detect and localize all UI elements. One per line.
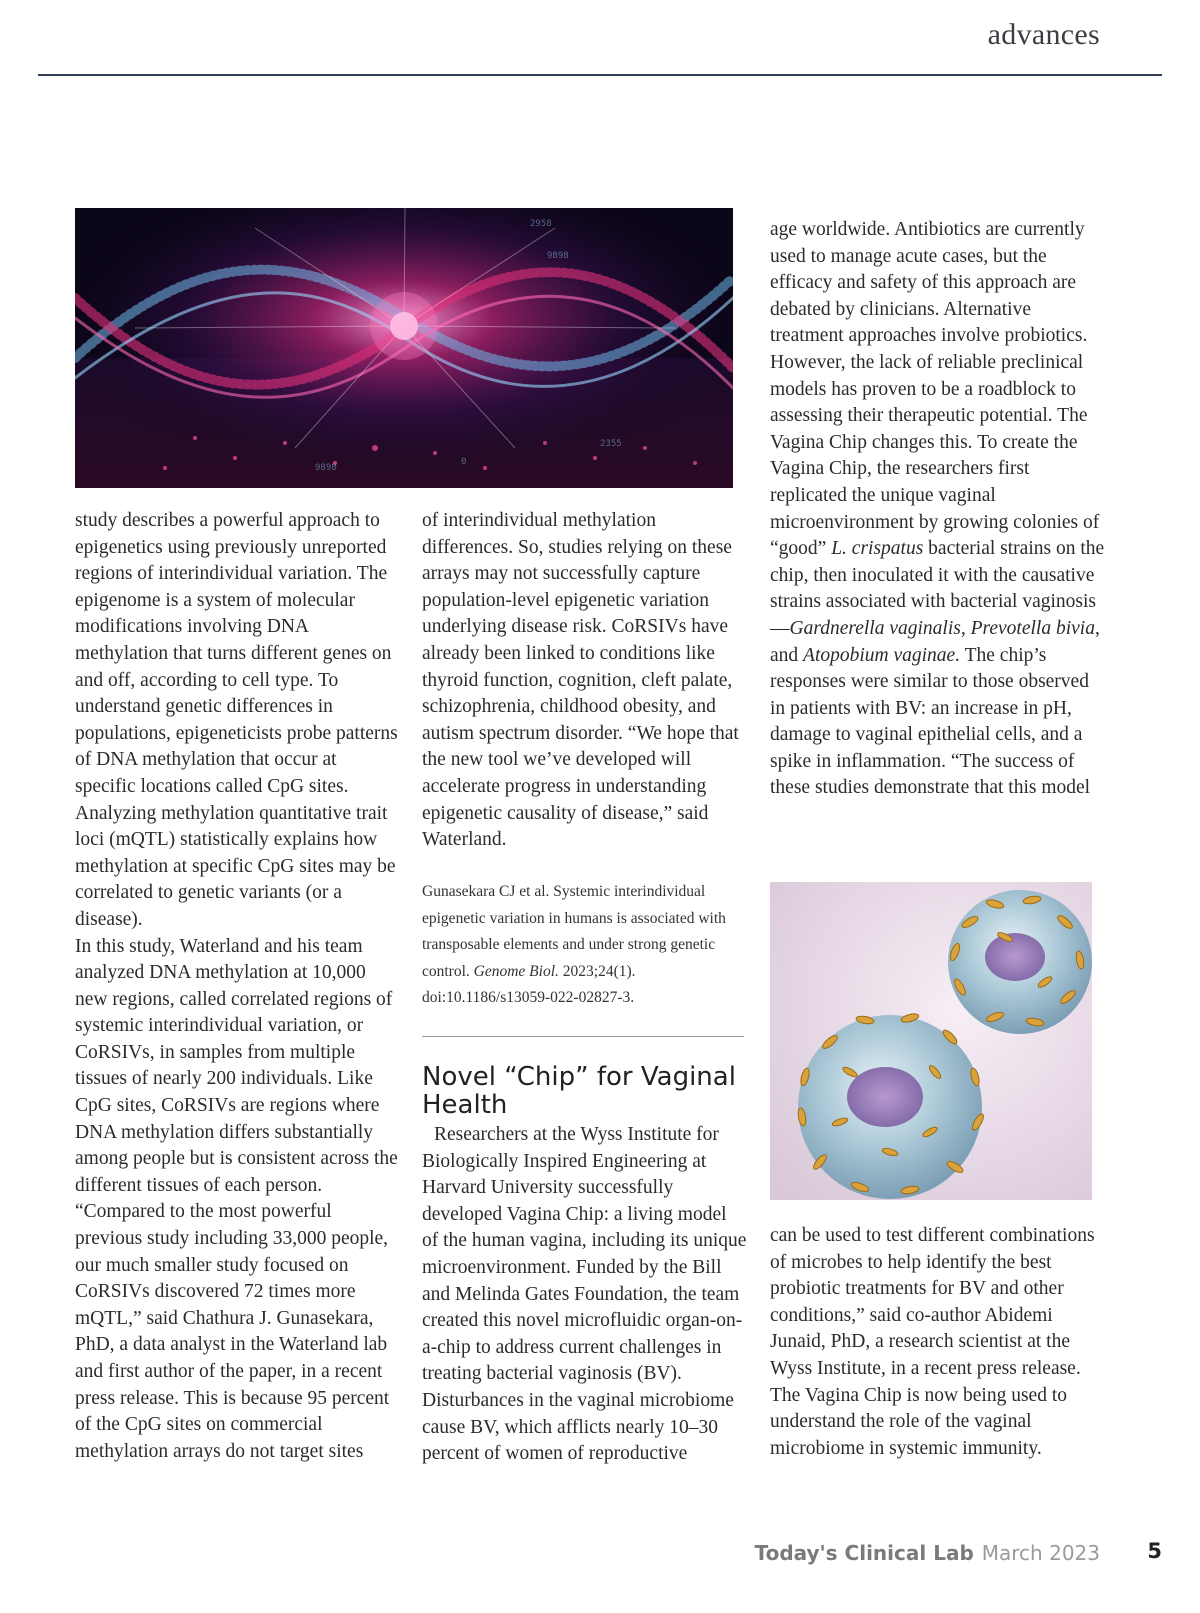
issue-date: March 2023 — [981, 1541, 1100, 1565]
dna-label: 9898 — [315, 463, 337, 473]
body-paragraph: study describes a powerful approach to epigenetics using previously unreported regions of interindividual variation. The epigenome is a system of molecular modifications involving DNA methylation that turns different genes on and off, according to cell type. To understand genetic differences in populations, epigeneticists probe patterns of DNA methylation that occur at specific locations called CpG sites. Analyzing methylation quantitative trait loci (mQTL) statistically explains how methylation at specific CpG sites may be correlated to genetic variants (or a disease). — [75, 510, 398, 930]
section-tag: advances — [987, 18, 1100, 51]
reference-text: Gunasekara CJ et al. Systemic interindividual epigenetic variation in humans is associated with transposable elements and under strong genetic control. — [422, 883, 726, 980]
reference-journal: Genome Biol. — [473, 962, 559, 980]
dna-helix-illustration — [75, 208, 733, 488]
article-column-3-continued — [770, 1223, 1105, 1462]
body-paragraph — [770, 217, 1105, 802]
reference-divider — [422, 1036, 744, 1037]
publication-name: Today's Clinical Lab — [754, 1541, 974, 1565]
species-name: Gardnerella vaginalis, Prevotella bivia — [789, 617, 1095, 639]
dna-helix-image — [75, 208, 733, 488]
article-column-3 — [770, 217, 1105, 802]
body-paragraph: of interindividual methylation differences. So, studies relying on these arrays may not successfully capture population-level epigenetic variation underlying disease risk. CoRSIVs have already been linked to conditions like thyroid function, cognition, cleft palate, schizophrenia, childhood obesity, and autism spectrum disorder. “We hope that the new tool we’ve developed will accelerate progress in understanding epigenetic causality of disease,” said Waterland. — [422, 510, 739, 851]
reference-text: 2023;24(1). doi:10.1186/s13059-022-02827-3. — [422, 962, 636, 1007]
article-column-2 — [422, 508, 747, 854]
body-text: The chip’s responses were similar to those observed in patients with BV: an increase in pH, damage to vaginal epithelial cells, and a spike in inflammation. “The success of these studies demonstrate that this model — [770, 644, 1091, 799]
page-footer — [755, 1541, 1100, 1565]
species-name: L. crispatus — [831, 538, 924, 560]
dna-label: 2355 — [600, 439, 622, 449]
dna-label: 9898 — [547, 251, 569, 261]
body-text: age worldwide. Antibiotics are currently used to manage acute cases, but the efficacy and safety of this approach are debated by clinicians. Alternative treatment approaches involve probiotics. However, the lack of reliable preclinical models has proven to be a roadblock to assessing their therapeutic potential. The Vagina Chip changes this. To create the Vagina Chip, the researchers first replicated the unique vaginal microenvironment by growing colonies of “good” — [770, 219, 1100, 560]
body-text: bacterial strains on the chip, then inoculated it with the causative strains associated with bacterial vaginosis— — [770, 538, 1105, 639]
body-paragraph: Researchers at the Wyss Institute for Biologically Inspired Engineering at Harvard University successfully developed Vagina Chip: a living model of the human vagina, including its unique microenvironment. Funded by the Bill and Melinda Gates Foundation, the team created this novel microfluidic organ-on-a-chip to address current challenges in treating bacterial vaginosis (BV). Disturbances in the vaginal microbiome cause BV, which afflicts nearly 10–30 percent of women of reproductive — [422, 1124, 747, 1465]
article-column-2-continued — [422, 1122, 747, 1468]
species-name: Atopobium vaginae. — [803, 644, 961, 666]
body-paragraph: can be used to test different combinations of microbes to help identify the best probiotic treatments for BV and other conditions,” said co-author Abidemi Junaid, PhD, a research scientist at the Wyss Institute, in a recent press release. The Vagina Chip is now being used to understand the role of the vaginal microbiome in systemic immunity. — [770, 1225, 1095, 1459]
article-column-1 — [75, 508, 400, 1465]
bacteria-cells-image — [770, 882, 1092, 1200]
page-number: 5 — [1147, 1539, 1162, 1563]
section-heading: Novel “Chip” for Vaginal Health — [422, 1062, 736, 1120]
reference-citation — [422, 879, 747, 1012]
header-rule — [38, 74, 1162, 76]
bacteria-illustration — [770, 882, 1092, 1200]
body-text: , and — [770, 617, 1100, 666]
dna-label: 0 — [461, 457, 467, 467]
dna-label: 2958 — [530, 219, 552, 229]
body-paragraph: In this study, Waterland and his team analyzed DNA methylation at 10,000 new regions, called correlated regions of systemic interindividual variation, or CoRSIVs, in samples from multiple tissues of nearly 200 individuals. Like CpG sites, CoRSIVs are regions where DNA methylation differs substantially among people but is consistent across the different tissues of each person. “Compared to the most powerful previous study including 33,000 people, our much smaller study focused on CoRSIVs discovered 72 times more mQTL,” said Chathura J. Gunasekara, PhD, a data analyst in the Waterland lab and first author of the paper, in a recent press release. This is because 95 percent of the CpG sites on commercial methylation arrays do not target sites — [75, 935, 398, 1462]
